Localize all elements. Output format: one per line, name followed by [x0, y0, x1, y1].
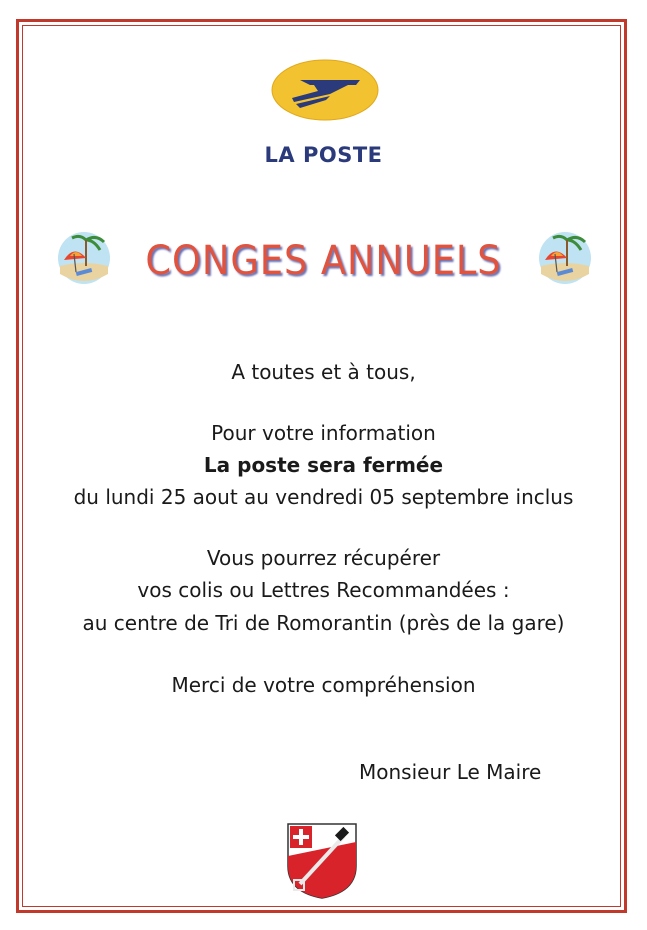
title-row [0, 230, 647, 290]
pickup-line-2: vos colis ou Lettres Recommandées : [137, 578, 510, 602]
greeting-text: A toutes et à tous, [231, 360, 416, 384]
beach-umbrella-icon [537, 230, 593, 286]
brand-name: LA POSTE [264, 143, 383, 167]
thanks-text: Merci de votre compréhension [171, 673, 476, 697]
closure-dates-text: du lundi 25 aout au vendredi 05 septembre inclus [73, 485, 574, 509]
pickup-line-1: Vous pourrez récupérer [206, 546, 441, 570]
la-poste-logo-icon [270, 58, 380, 122]
municipal-coat-of-arms-icon [286, 822, 358, 900]
info-intro-text: Pour votre information [211, 421, 436, 445]
signature-text: Monsieur Le Maire [359, 760, 542, 784]
pickup-line-3: au centre de Tri de Romorantin (près de la gare) [82, 611, 565, 635]
closure-notice-text: La poste sera fermée [203, 453, 444, 477]
page-title: CONGES ANNUELS [145, 238, 502, 284]
